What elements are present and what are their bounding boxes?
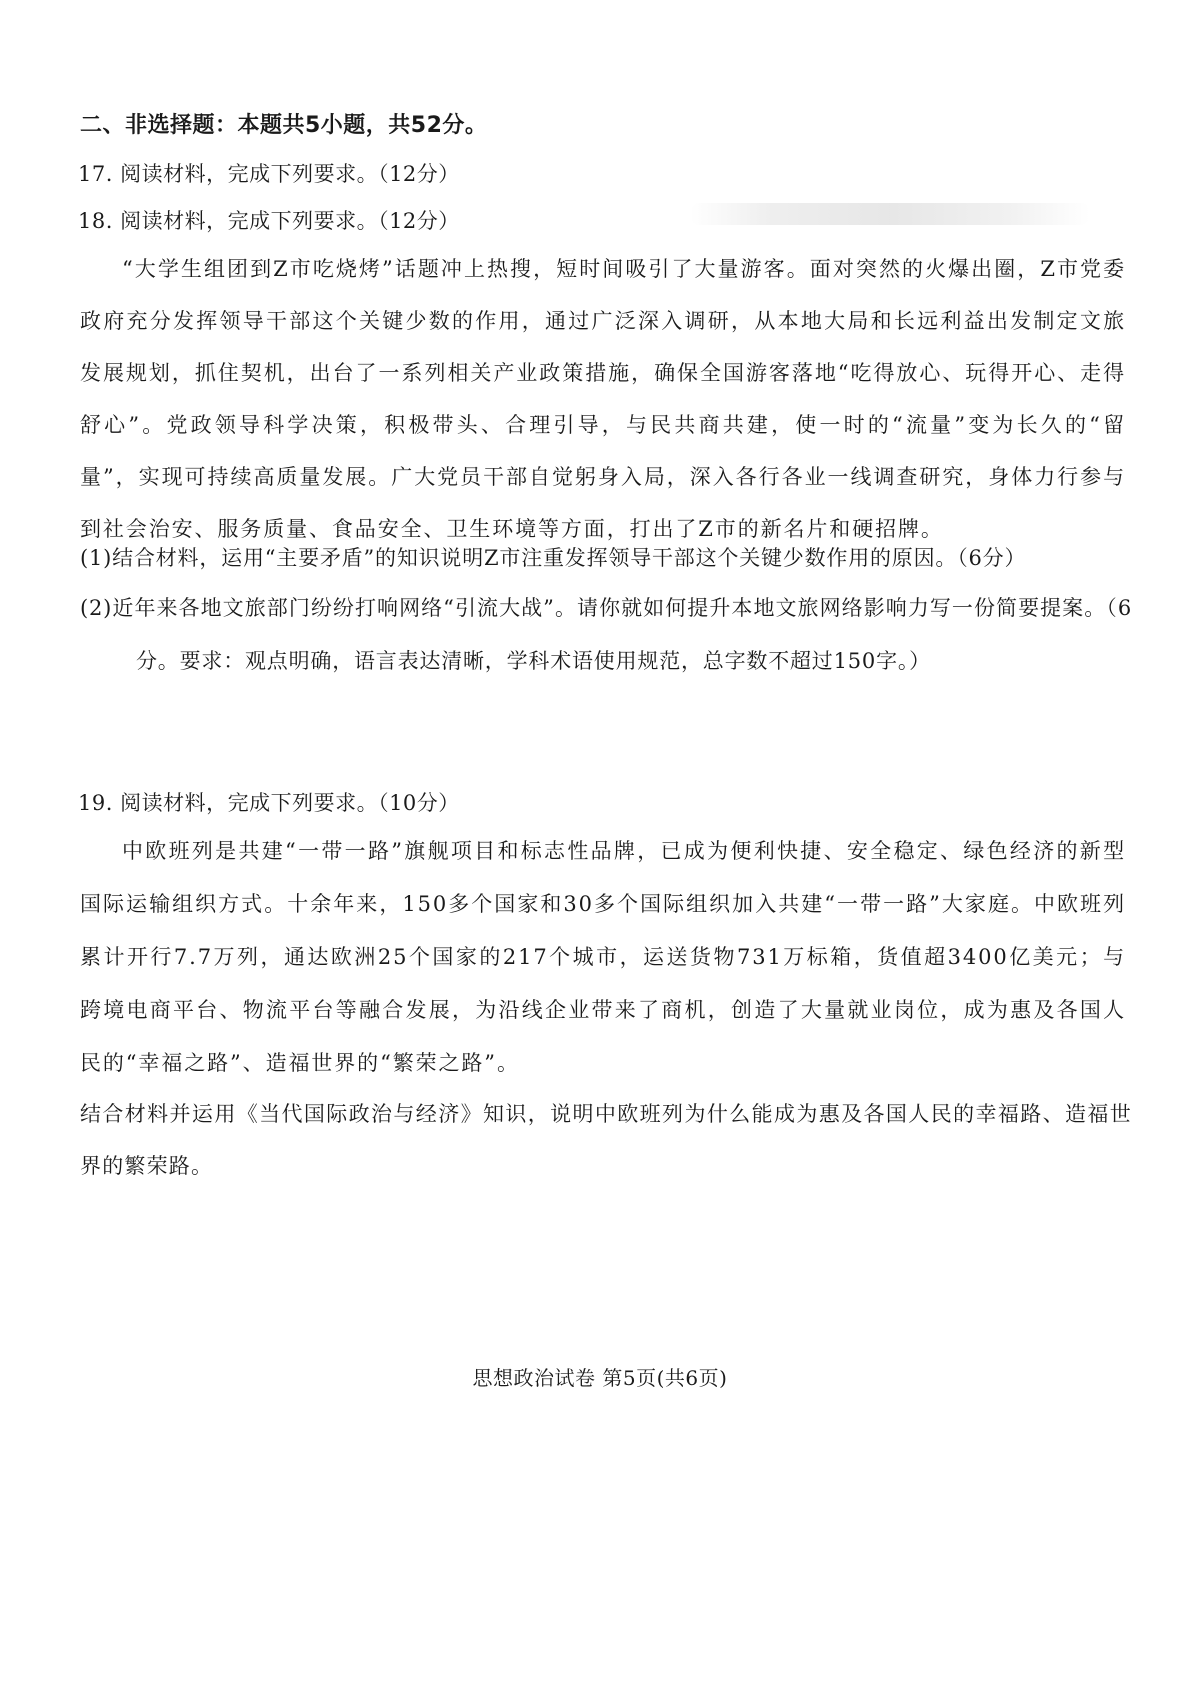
question-19-title: 19. 阅读材料，完成下列要求。（10分）: [78, 791, 460, 815]
question-19-material: 中欧班列是共建“一带一路”旗舰项目和标志性品牌，已成为便利快捷、安全稳定、绿色经济的新型国际运输组织方式。十余年来，150多个国家和30多个国际组织加入共建“一带一路”大家庭。中欧班列累计开行7.7万列，通达欧洲25个国家的217个城市，运送货物731万标箱，货值超3400亿美元；与跨境电商平台、物流平台等融合发展，为沿线企业带来了商机，创造了大量就业岗位，成为惠及各国人民的“幸福之路”、造福世界的“繁荣之路”。: [80, 839, 1126, 1075]
question-18-sub2: (2)近年来各地文旅部门纷纷打响网络“引流大战”。请你就如何提升本地文旅网络影响力写一份简要提案。（6分。要求：观点明确，语言表达清晰，学科术语使用规范，总字数不超过150字。）: [80, 596, 1132, 673]
question-18-title: 18. 阅读材料，完成下列要求。（12分）: [78, 209, 460, 233]
question-19-prompt: 结合材料并运用《当代国际政治与经济》知识，说明中欧班列为什么能成为惠及各国人民的幸福路、造福世界的繁荣路。: [80, 1102, 1132, 1178]
question-17-title: 17. 阅读材料，完成下列要求。（12分）: [78, 162, 460, 186]
question-18-sub1: (1)结合材料，运用“主要矛盾”的知识说明Z市注重发挥领导干部这个关键少数作用的原因。（6分）: [80, 546, 1027, 570]
scan-smudge: [690, 203, 1090, 225]
question-18-material: “大学生组团到Z市吃烧烤”话题冲上热搜，短时间吸引了大量游客。面对突然的火爆出圈，Z市党委政府充分发挥领导干部这个关键少数的作用，通过广泛深入调研，从本地大局和长远利益出发制定文旅发展规划，抓住契机，出台了一系列相关产业政策措施，确保全国游客落地“吃得放心、玩得开心、走得舒心”。党政领导科学决策，积极带头、合理引导，与民共商共建，使一时的“流量”变为长久的“留量”，实现可持续高质量发展。广大党员干部自觉躬身入局，深入各行各业一线调查研究，身体力行参与到社会治安、服务质量、食品安全、卫生环境等方面，打出了Z市的新名片和硬招牌。: [80, 257, 1126, 541]
page-footer: 思想政治试卷 第5页(共6页): [472, 1366, 728, 1390]
section-heading: 二、非选择题：本题共5小题，共52分。: [80, 113, 488, 138]
